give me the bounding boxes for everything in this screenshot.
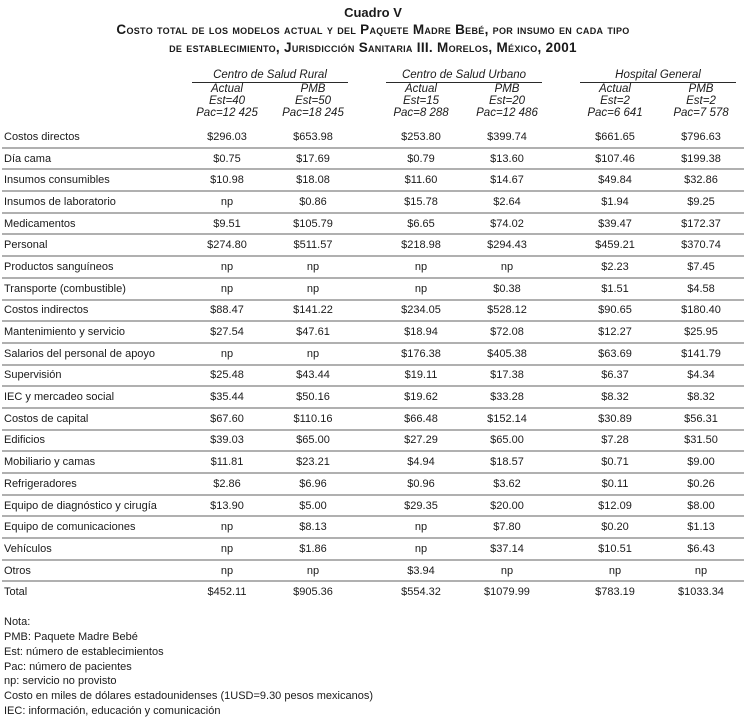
cell-value: $25.95 (684, 326, 718, 339)
cell-value: $13.90 (210, 499, 244, 512)
pac-label: Pac=12 425 (196, 107, 258, 119)
cell-value: np (306, 564, 320, 577)
cell-value: $796.63 (681, 130, 721, 143)
cell-value: np (306, 260, 320, 273)
pac-label: Pac=8 288 (393, 107, 449, 119)
cell-value: $661.65 (595, 130, 635, 143)
table-row (2, 452, 744, 474)
cell-value: $172.37 (681, 217, 721, 230)
cell-value: $1.13 (687, 521, 715, 534)
cell-value: $8.32 (687, 391, 715, 404)
row-label: Mobiliario y camas (4, 456, 96, 469)
cell-value: $653.98 (293, 130, 333, 143)
cell-value: $20.00 (490, 499, 524, 512)
model-label: Actual (211, 83, 243, 95)
cell-value: $180.40 (681, 304, 721, 317)
cell-value: $25.48 (210, 369, 244, 382)
table-row (2, 192, 744, 214)
row-label: Vehículos (4, 542, 52, 555)
cell-value: $107.46 (595, 152, 635, 165)
cell-value: $33.28 (490, 391, 524, 404)
cell-value: np (306, 347, 320, 360)
cell-value: $14.67 (490, 174, 524, 187)
note-line: Costo en miles de dólares estadounidenses (1USD=9.30 pesos mexicanos) (4, 690, 374, 703)
cell-value: $66.48 (404, 412, 438, 425)
est-row (2, 95, 744, 107)
cell-value: $88.47 (210, 304, 244, 317)
cell-value: $0.86 (299, 195, 327, 208)
cell-value: $9.25 (687, 195, 715, 208)
group-header (572, 69, 744, 83)
cell-value: $6.65 (407, 217, 435, 230)
table-row (2, 561, 744, 583)
table-row (2, 517, 744, 539)
table-row (2, 474, 744, 496)
pac-label: Pac=12 486 (476, 107, 538, 119)
table-row (2, 170, 744, 192)
table-row (2, 582, 744, 602)
est-label: Est=50 (294, 95, 332, 107)
table-row (2, 149, 744, 171)
cell-value: $511.57 (293, 239, 333, 252)
cell-value: np (220, 542, 234, 555)
table-caption-line1: Costo total de los modelos actual y del Paquete Madre Bebé, por insumo en cada tipo (116, 22, 630, 37)
table-row (2, 257, 744, 279)
note-line: Est: número de establecimientos (4, 645, 164, 658)
cell-value: np (414, 260, 428, 273)
cell-value: $23.21 (296, 456, 330, 469)
cell-value: $50.16 (296, 391, 330, 404)
cell-value: $6.43 (687, 542, 715, 555)
row-label: Insumos de laboratorio (4, 195, 116, 208)
cell-value: $141.79 (681, 347, 721, 360)
cell-value: $18.08 (296, 174, 330, 187)
cell-value: $4.94 (407, 456, 435, 469)
cell-value: $4.34 (687, 369, 715, 382)
row-label: Otros (4, 564, 31, 577)
model-label: Actual (599, 83, 631, 95)
row-label: Costos directos (4, 130, 80, 143)
est-label: Est=2 (686, 95, 716, 107)
table-row (2, 127, 744, 149)
row-label: Costos indirectos (4, 304, 89, 317)
group-name: Hospital General (580, 69, 736, 83)
table-caption-line2: de establecimiento, Jurisdicción Sanitaria III. Morelos, México, 2001 (169, 40, 577, 55)
cell-value: $17.69 (296, 152, 330, 165)
note-line: Nota: (4, 616, 31, 629)
row-label: Supervisión (4, 369, 62, 382)
cell-value: $17.38 (490, 369, 524, 382)
cell-value: np (500, 564, 514, 577)
table-row (2, 235, 744, 257)
cell-value: $3.62 (493, 477, 521, 490)
est-label: Est=20 (488, 95, 526, 107)
cell-value: np (694, 564, 708, 577)
cell-value: $15.78 (404, 195, 438, 208)
cell-value: $0.96 (407, 477, 435, 490)
row-label: Costos de capital (4, 412, 89, 425)
cell-value: $783.19 (595, 586, 635, 599)
est-label: Est=40 (208, 95, 246, 107)
cell-value: $39.03 (210, 434, 244, 447)
cell-value: $0.71 (601, 456, 629, 469)
cell-value: $218.98 (401, 239, 441, 252)
cell-value: $32.86 (684, 174, 718, 187)
cell-value: $31.50 (684, 434, 718, 447)
row-label: Transporte (combustible) (4, 282, 126, 295)
cell-value: $13.60 (490, 152, 524, 165)
model-label: PMB (494, 83, 520, 95)
cell-value: $6.96 (299, 477, 327, 490)
note-line: IEC: información, educación y comunicación (4, 704, 221, 717)
cell-value: $141.22 (293, 304, 333, 317)
cell-value: $399.74 (487, 130, 527, 143)
group-name: Centro de Salud Rural (192, 69, 348, 83)
est-label: Est=2 (600, 95, 630, 107)
cell-value: $74.02 (490, 217, 524, 230)
cell-value: $105.79 (293, 217, 333, 230)
cell-value: $459.21 (595, 239, 635, 252)
model-label: Actual (405, 83, 437, 95)
cell-value: $43.44 (296, 369, 330, 382)
group-header (184, 69, 356, 83)
cell-value: $405.38 (487, 347, 527, 360)
cell-value: $110.16 (293, 412, 333, 425)
cell-value: $1.51 (601, 282, 629, 295)
table-title-block (2, 5, 744, 57)
pac-label: Pac=18 245 (282, 107, 344, 119)
cell-value: $11.81 (210, 456, 244, 469)
cell-value: $554.32 (401, 586, 441, 599)
cell-value: $0.26 (687, 477, 715, 490)
row-label: Salarios del personal de apoyo (4, 347, 156, 360)
cell-value: $152.14 (487, 412, 527, 425)
table-row (2, 344, 744, 366)
group-name: Centro de Salud Urbano (386, 69, 542, 83)
cell-value: $3.94 (407, 564, 435, 577)
cell-value: $905.36 (293, 586, 333, 599)
cell-value: $176.38 (401, 347, 441, 360)
cell-value: $12.09 (598, 499, 632, 512)
cell-value: $296.03 (207, 130, 247, 143)
pac-label: Pac=7 578 (673, 107, 729, 119)
cell-value: $9.51 (213, 217, 241, 230)
model-row (2, 83, 744, 95)
cell-value: np (306, 282, 320, 295)
group-header-row (2, 69, 744, 83)
cell-value: $0.79 (407, 152, 435, 165)
est-label: Est=15 (402, 95, 440, 107)
cell-value: $294.43 (487, 239, 527, 252)
cell-value: $39.47 (598, 217, 632, 230)
cell-value: $56.31 (684, 412, 718, 425)
cell-value: $253.80 (401, 130, 441, 143)
cell-value: $67.60 (210, 412, 244, 425)
note-line: PMB: Paquete Madre Bebé (4, 630, 138, 643)
cell-value: $65.00 (296, 434, 330, 447)
cell-value: $1.86 (299, 542, 327, 555)
cell-value: $0.11 (601, 477, 629, 490)
cell-value: $35.44 (210, 391, 244, 404)
cell-value: $10.98 (210, 174, 244, 187)
cell-value: $18.94 (404, 326, 438, 339)
cell-value: $4.58 (687, 282, 715, 295)
cell-value: $1079.99 (484, 586, 530, 599)
note-line: Pac: número de pacientes (4, 660, 132, 673)
table-row (2, 366, 744, 388)
cell-value: $2.86 (213, 477, 241, 490)
table-row (2, 214, 744, 236)
cell-value: $72.08 (490, 326, 524, 339)
table-number: Cuadro V (344, 5, 402, 20)
cell-value: $65.00 (490, 434, 524, 447)
cell-value: np (220, 521, 234, 534)
cell-value: np (414, 521, 428, 534)
cell-value: $9.00 (687, 456, 715, 469)
row-label: Personal (4, 239, 48, 252)
cell-value: $7.45 (687, 260, 715, 273)
cell-value: np (220, 195, 234, 208)
row-label: Refrigeradores (4, 477, 77, 490)
cell-value: $0.75 (213, 152, 241, 165)
row-label: Mantenimiento y servicio (4, 326, 126, 339)
row-label: Insumos consumibles (4, 174, 110, 187)
cell-value: $19.11 (404, 369, 438, 382)
table-row (2, 539, 744, 561)
row-label: IEC y mercadeo social (4, 391, 115, 404)
model-label: PMB (300, 83, 326, 95)
cell-value: $234.05 (401, 304, 441, 317)
cell-value: np (414, 282, 428, 295)
note-line: np: servicio no provisto (4, 675, 117, 688)
cell-value: $452.11 (207, 586, 247, 599)
cell-value: $0.38 (493, 282, 521, 295)
row-label: Edificios (4, 434, 45, 447)
cell-value: $6.37 (601, 369, 629, 382)
cell-value: $5.00 (299, 499, 327, 512)
pac-label: Pac=6 641 (587, 107, 643, 119)
group-header (378, 69, 550, 83)
cell-value: $10.51 (598, 542, 632, 555)
row-label: Día cama (4, 152, 52, 165)
cell-value: np (500, 260, 514, 273)
cell-value: $47.61 (296, 326, 330, 339)
cell-value: $30.89 (598, 412, 632, 425)
row-label: Equipo de diagnóstico y cirugía (4, 499, 157, 512)
cell-value: $528.12 (487, 304, 527, 317)
table-body (2, 127, 744, 602)
cell-value: $27.54 (210, 326, 244, 339)
cell-value: $90.65 (598, 304, 632, 317)
cell-value: $37.14 (490, 542, 524, 555)
cell-value: $49.84 (598, 174, 632, 187)
cell-value: $29.35 (404, 499, 438, 512)
pac-row (2, 107, 744, 119)
cell-value: $2.23 (601, 260, 629, 273)
table-row (2, 322, 744, 344)
cell-value: $11.60 (404, 174, 438, 187)
notes (2, 615, 744, 719)
cell-value: $1033.34 (678, 586, 724, 599)
table-row (2, 431, 744, 453)
cell-value: $63.69 (598, 347, 632, 360)
table-row (2, 496, 744, 518)
cell-value: np (220, 260, 234, 273)
cell-value: np (220, 347, 234, 360)
cell-value: np (414, 542, 428, 555)
cell-value: $12.27 (598, 326, 632, 339)
cell-value: $8.13 (299, 521, 327, 534)
cell-value: $1.94 (601, 195, 629, 208)
cell-value: np (608, 564, 622, 577)
cell-value: $199.38 (681, 152, 721, 165)
row-label: Medicamentos (4, 217, 76, 230)
cell-value: $370.74 (681, 239, 721, 252)
cell-value: np (220, 282, 234, 295)
cell-value: $0.20 (601, 521, 629, 534)
cell-value: $2.64 (493, 195, 521, 208)
cell-value: $8.32 (601, 391, 629, 404)
cell-value: $18.57 (490, 456, 524, 469)
cell-value: np (220, 564, 234, 577)
cell-value: $274.80 (207, 239, 247, 252)
cell-value: $7.28 (601, 434, 629, 447)
model-label: PMB (688, 83, 714, 95)
row-label: Productos sanguíneos (4, 260, 114, 273)
row-label: Total (4, 586, 28, 599)
cell-value: $8.00 (687, 499, 715, 512)
row-label: Equipo de comunicaciones (4, 521, 136, 534)
table-row (2, 387, 744, 409)
cell-value: $27.29 (404, 434, 438, 447)
cell-value: $7.80 (493, 521, 521, 534)
table-row (2, 409, 744, 431)
table-row (2, 301, 744, 323)
cell-value: $19.62 (404, 391, 438, 404)
table-row (2, 279, 744, 301)
